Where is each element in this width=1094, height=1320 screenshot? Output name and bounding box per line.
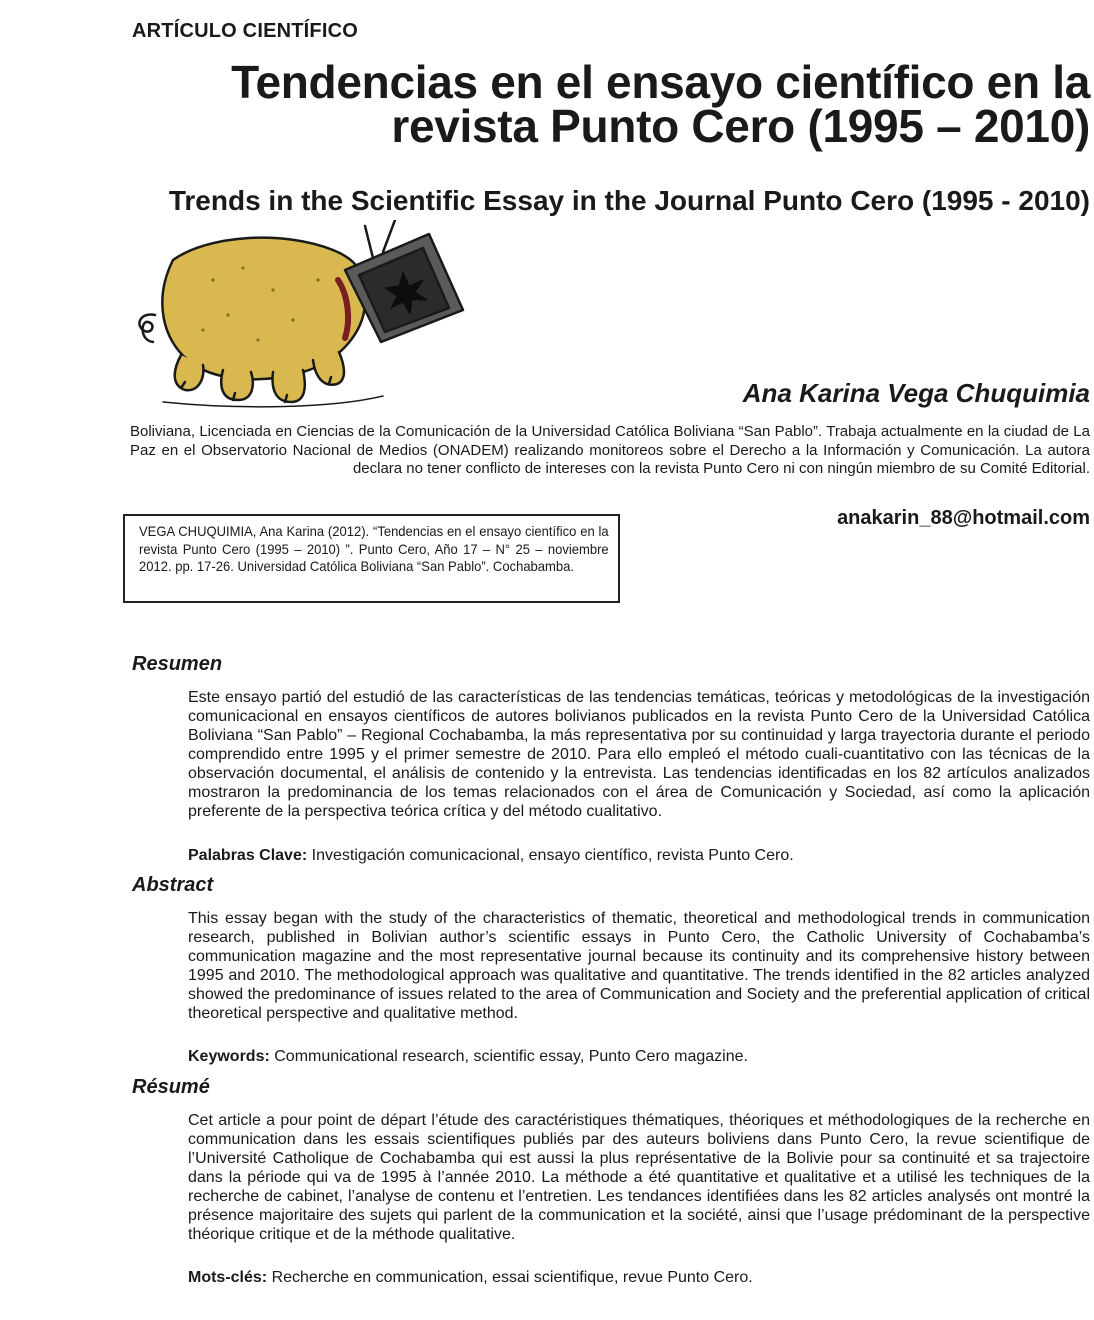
citation-text: VEGA CHUQUIMIA, Ana Karina (2012). “Tendencias en el ensayo científico en la revista Punto Cero (1995 – 2010) ”. Punto Cero, Año 17 – N° 25 – noviembre 2012. pp. 17-26. Universidad Católica Boliviana “San Pablo”. Cochabamba. [139,523,609,574]
section-label: ARTÍCULO CIENTÍFICO [132,20,359,42]
resumen-keywords [188,846,1090,865]
abstract-keywords-label: Keywords: [188,1048,270,1065]
pig-cartoon-icon [139,220,463,407]
article-subtitle: Trends in the Scientific Essay in the Journal Punto Cero (1995 - 2010) [168,185,1090,216]
resume-heading: Résumé [132,1076,210,1098]
resumen-heading: Resumen [132,653,223,675]
pig-tv-illustration [133,220,478,412]
article-title [130,56,1090,152]
article-title-line-2: revista Punto Cero (1995 – 2010) [391,100,1090,152]
resume-text: Cet article a pour point de départ l’étude des caractéristiques thématiques, théoriques et méthodologiques de la recherche en communication dans les essais scientifiques publiés par des auteurs boliviens dans Punto Cero, la revue scientifique de l’Université Catholique de Cochabamba qui est aussi la plus représentative de la Bolivie pour sa continuité et sa trajectoire dans la période qui va de 1995 à l’année 2010. La méthode a été quantitative et qualitative et a utilisé les techniques de la recherche de cabinet, l’analyse de contenu et l’entretien. Les tendances identifiées dans les 82 articles analysés ont montré la présence majoritaire des sujets qui parlent de la communication et la société, ainsi que l’usage prédominant de la perspective théorique critique et de la méthode qualitative. [188,1112,1090,1243]
abstract-keywords [188,1047,1090,1066]
author-email[interactable]: anakarin_88@hotmail.com [837,507,1090,529]
resume-keywords-label: Mots-clés: [188,1269,268,1286]
resume-keywords-value: Recherche en communication, essai scientifique, revue Punto Cero. [267,1269,753,1286]
citation-box [123,514,620,603]
author-name: Ana Karina Vega Chuquimia [742,378,1090,408]
resumen-text: Este ensayo partió del estudió de las características de las tendencias temáticas, teóricas y metodológicas de la investigación comunicacional en ensayos científicos de autores bolivianos publicados en la revista Punto Cero de la Universidad Católica Boliviana “San Pablo” – Regional Cochabamba, la más representativa por su continuidad y larga trayectoria durante el periodo comprendido entre 1995 y el primer semestre de 2010. Para ello empleó el método cuali-cuantitativo con las técnicas de la observación documental, el análisis de contenido y la entrevista. Las tendencias identificadas en los 82 artículos analizados mostraron la predominancia de los temas relacionados con el área de Comunicación y Sociedad, así como la aplicación preferente de la perspectiva teórica crítica y del método cualitativo. [188,689,1090,820]
resume-keywords [188,1268,1090,1287]
resumen-keywords-label: Palabras Clave: [188,847,308,864]
abstract-keywords-value: Communicational research, scientific essay, Punto Cero magazine. [269,1048,748,1065]
article-title-line-1: Tendencias en el ensayo científico en la [231,56,1090,108]
author-bio: Boliviana, Licenciada en Ciencias de la Comunicación de la Universidad Católica Boliviana “San Pablo”. Trabaja actualmente en la ciudad de La Paz en el Observatorio Nacional de Medios (ONADEM) realizando monitoreos sobre el Derecho a la Información y Comunicación. La autora declara no tener conflicto de intereses con la revista Punto Cero ni con ningún miembro de su Comité Editorial. [130,423,1090,477]
resumen-keywords-value: Investigación comunicacional, ensayo científico, revista Punto Cero. [307,847,794,864]
abstract-text: This essay began with the study of the characteristics of thematic, theoretical and methodological trends in communication research, published in Bolivian author’s scientific essays in Punto Cero, the Catholic University of Cochabamba’s communication magazine and the most representative journal because its continuity and its comprehensive history between 1995 and 2010. The methodological approach was qualitative and quantitative. The trends identified in the 82 articles analyzed showed the predominance of issues related to the area of Communication and Society and the preferential application of critical theoretical perspective and qualitative method. [188,910,1090,1022]
abstract-heading: Abstract [132,874,214,896]
